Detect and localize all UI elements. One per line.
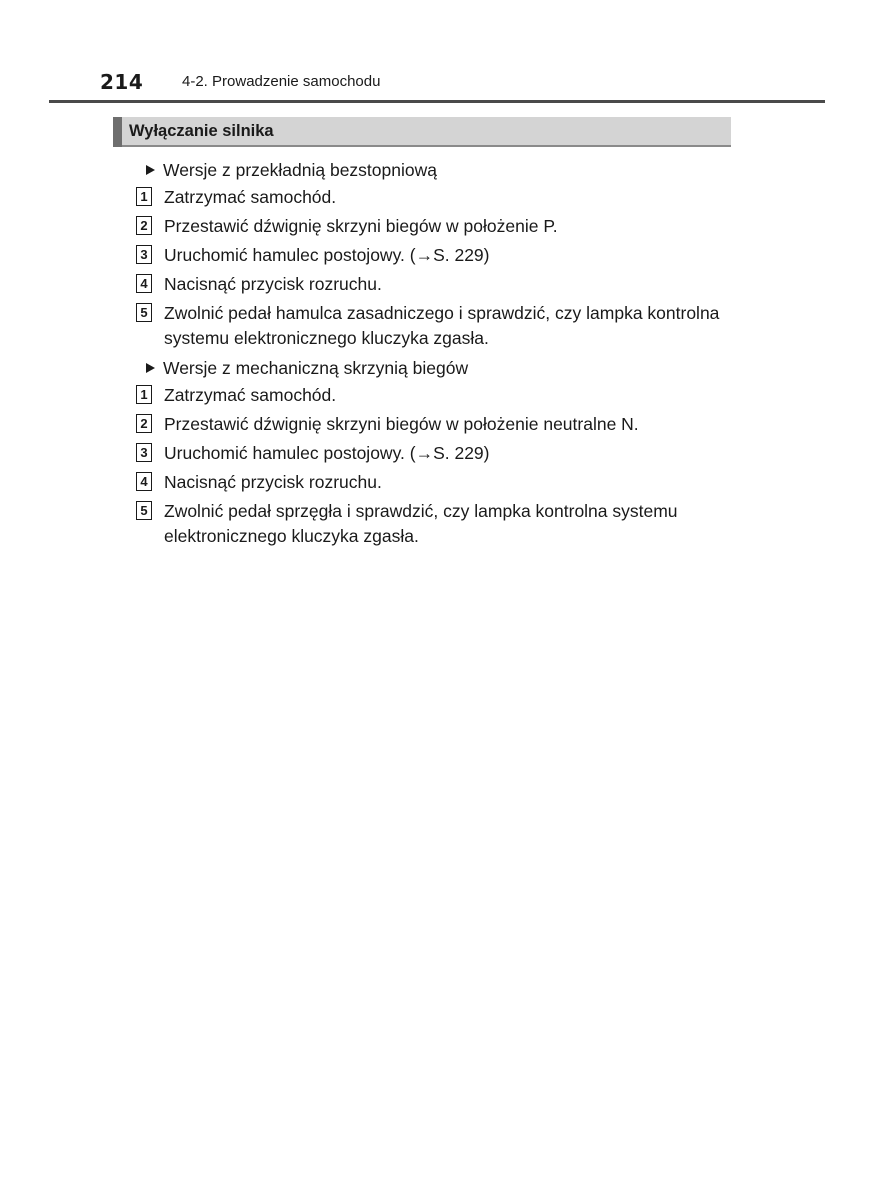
step-number: 5: [136, 303, 152, 322]
step-number: 3: [136, 245, 152, 264]
step-item: [134, 383, 734, 408]
variant-label: Wersje z przekładnią bezstopniową: [163, 160, 437, 180]
step-item: [134, 441, 734, 466]
triangle-bullet-icon: [146, 165, 155, 175]
step-item: [134, 185, 734, 210]
section-heading: [113, 117, 731, 147]
chapter-title: 4-2. Prowadzenie samochodu: [182, 73, 381, 90]
step-text: Zwolnić pedał sprzęgła i sprawdzić, czy lampka kontrolna systemu elektronicznego kluczyka zgasła.: [164, 501, 678, 546]
step-number: 2: [136, 414, 152, 433]
instructions: [134, 156, 734, 553]
step-number: 4: [136, 472, 152, 491]
page-header: [100, 70, 820, 98]
header-divider: [49, 100, 825, 103]
triangle-bullet-icon: [146, 363, 155, 373]
step-number: 1: [136, 187, 152, 206]
variant-heading: [134, 157, 734, 185]
step-text: Przestawić dźwignię skrzyni biegów w położenie neutralne N.: [164, 414, 639, 434]
step-item: [134, 214, 734, 239]
step-number: 5: [136, 501, 152, 520]
step-item: [134, 272, 734, 297]
variant-label: Wersje z mechaniczną skrzynią biegów: [163, 358, 469, 378]
step-text: Nacisnąć przycisk rozruchu.: [164, 274, 382, 294]
step-item: [134, 412, 734, 437]
step-text: Nacisnąć przycisk rozruchu.: [164, 472, 382, 492]
step-item: [134, 470, 734, 495]
step-text: Zatrzymać samochód.: [164, 385, 337, 405]
step-item: [134, 243, 734, 268]
heading-accent-bar: [113, 117, 122, 147]
step-item: [134, 301, 734, 351]
section-title: Wyłączanie silnika: [129, 122, 274, 140]
step-number: 3: [136, 443, 152, 462]
step-text: Zatrzymać samochód.: [164, 187, 337, 207]
step-text: Uruchomić hamulec postojowy. (→S. 229): [164, 443, 490, 463]
step-text: Przestawić dźwignię skrzyni biegów w położenie P.: [164, 216, 558, 236]
step-number: 1: [136, 385, 152, 404]
step-text: Uruchomić hamulec postojowy. (→S. 229): [164, 245, 490, 265]
step-item: [134, 499, 734, 549]
step-number: 4: [136, 274, 152, 293]
variant-heading: [134, 355, 734, 383]
step-text: Zwolnić pedał hamulca zasadniczego i sprawdzić, czy lampka kontrolna systemu elektronicznego kluczyka zgasła.: [164, 303, 720, 348]
page-number: 214: [100, 70, 144, 94]
step-number: 2: [136, 216, 152, 235]
